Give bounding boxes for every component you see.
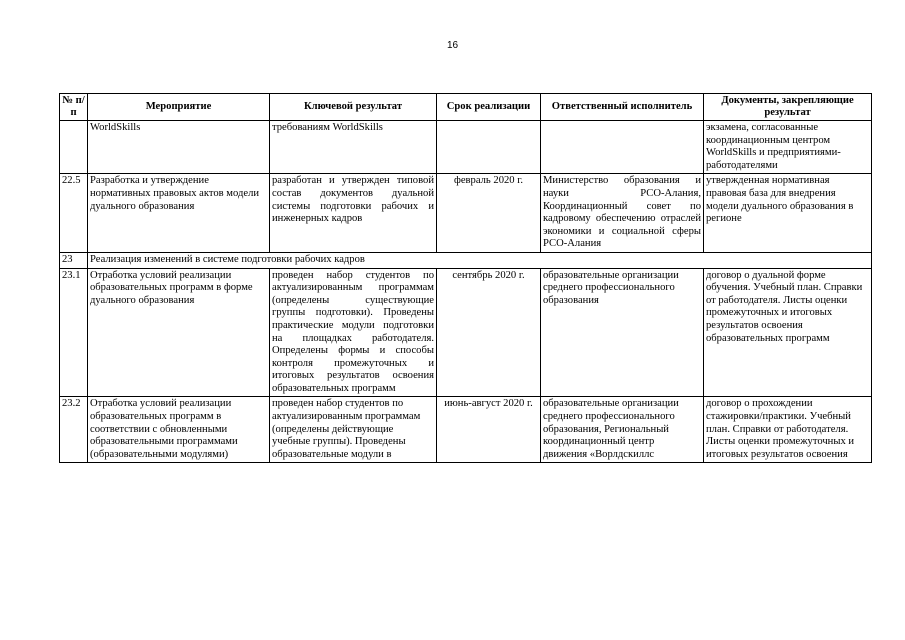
row-event: Отработка условий реализации образовательных программ в соответствии с обновленными образовательными программами (образовательными модулями)	[88, 397, 270, 463]
header-event: Мероприятие	[88, 94, 270, 121]
row-key-result: проведен набор студентов по актуализированным программам (определены действующие учебные группы). Проведены образовательные модули в	[270, 397, 437, 463]
row-documents: экзамена, согласованные координационным центром WorldSkills и предприятиями-работодателями	[704, 121, 872, 174]
row-executor	[541, 121, 704, 174]
row-executor: образовательные организации среднего профессионального образования	[541, 268, 704, 397]
table-row	[60, 397, 872, 463]
header-term: Срок реализации	[437, 94, 541, 121]
header-documents: Документы, закрепляющие результат	[704, 94, 872, 121]
row-event: Разработка и утверждение нормативных правовых актов модели дуального образования	[88, 174, 270, 253]
row-term: февраль 2020 г.	[437, 174, 541, 253]
header-key-result: Ключевой результат	[270, 94, 437, 121]
table-row	[60, 121, 872, 174]
row-event: Отработка условий реализации образовательных программ в форме дуального образования	[88, 268, 270, 397]
row-term	[437, 121, 541, 174]
row-key-result: проведен набор студентов по актуализированным программам (определены существующие группы подготовки). Проведены практические модули подготовки на площадках работодателя. Определены формы и способы контроля промежуточных и итоговых результатов освоения образовательных программ	[270, 268, 437, 397]
row-documents: договор о прохождении стажировки/практики. Учебный план. Справки от работодателя. Листы оценки промежуточных и итоговых результатов освоения	[704, 397, 872, 463]
row-executor: Министерство образования и науки РСО-Алания, Координационный совет по кадровому обеспечению отраслей экономики и социальной сферы РСО-Алания	[541, 174, 704, 253]
row-term: сентябрь 2020 г.	[437, 268, 541, 397]
row-documents: утвержденная нормативная правовая база для внедрения модели дуального образования в регионе	[704, 174, 872, 253]
section-row	[60, 252, 872, 268]
header-number: № п/п	[60, 94, 88, 121]
row-key-result: разработан и утвержден типовой состав документов дуальной системы подготовки рабочих и инженерных кадров	[270, 174, 437, 253]
action-plan-table	[59, 93, 872, 463]
page-number: 16	[446, 40, 459, 51]
row-executor: образовательные организации среднего профессионального образования, Региональный координационный центр движения «Ворлдскиллс	[541, 397, 704, 463]
row-number: 23.1	[60, 268, 88, 397]
section-number: 23	[60, 252, 88, 268]
row-number	[60, 121, 88, 174]
table-row	[60, 268, 872, 397]
row-event: WorldSkills	[88, 121, 270, 174]
table-row	[60, 174, 872, 253]
row-number: 22.5	[60, 174, 88, 253]
row-key-result: требованиям WorldSkills	[270, 121, 437, 174]
section-title: Реализация изменений в системе подготовки рабочих кадров	[88, 252, 872, 268]
row-number: 23.2	[60, 397, 88, 463]
header-executor: Ответственный исполнитель	[541, 94, 704, 121]
row-term: июнь-август 2020 г.	[437, 397, 541, 463]
table-header-row	[60, 94, 872, 121]
row-documents: договор о дуальной форме обучения. Учебный план. Справки от работодателя. Листы оценки промежуточных и итоговых результатов освоения образовательных программ	[704, 268, 872, 397]
